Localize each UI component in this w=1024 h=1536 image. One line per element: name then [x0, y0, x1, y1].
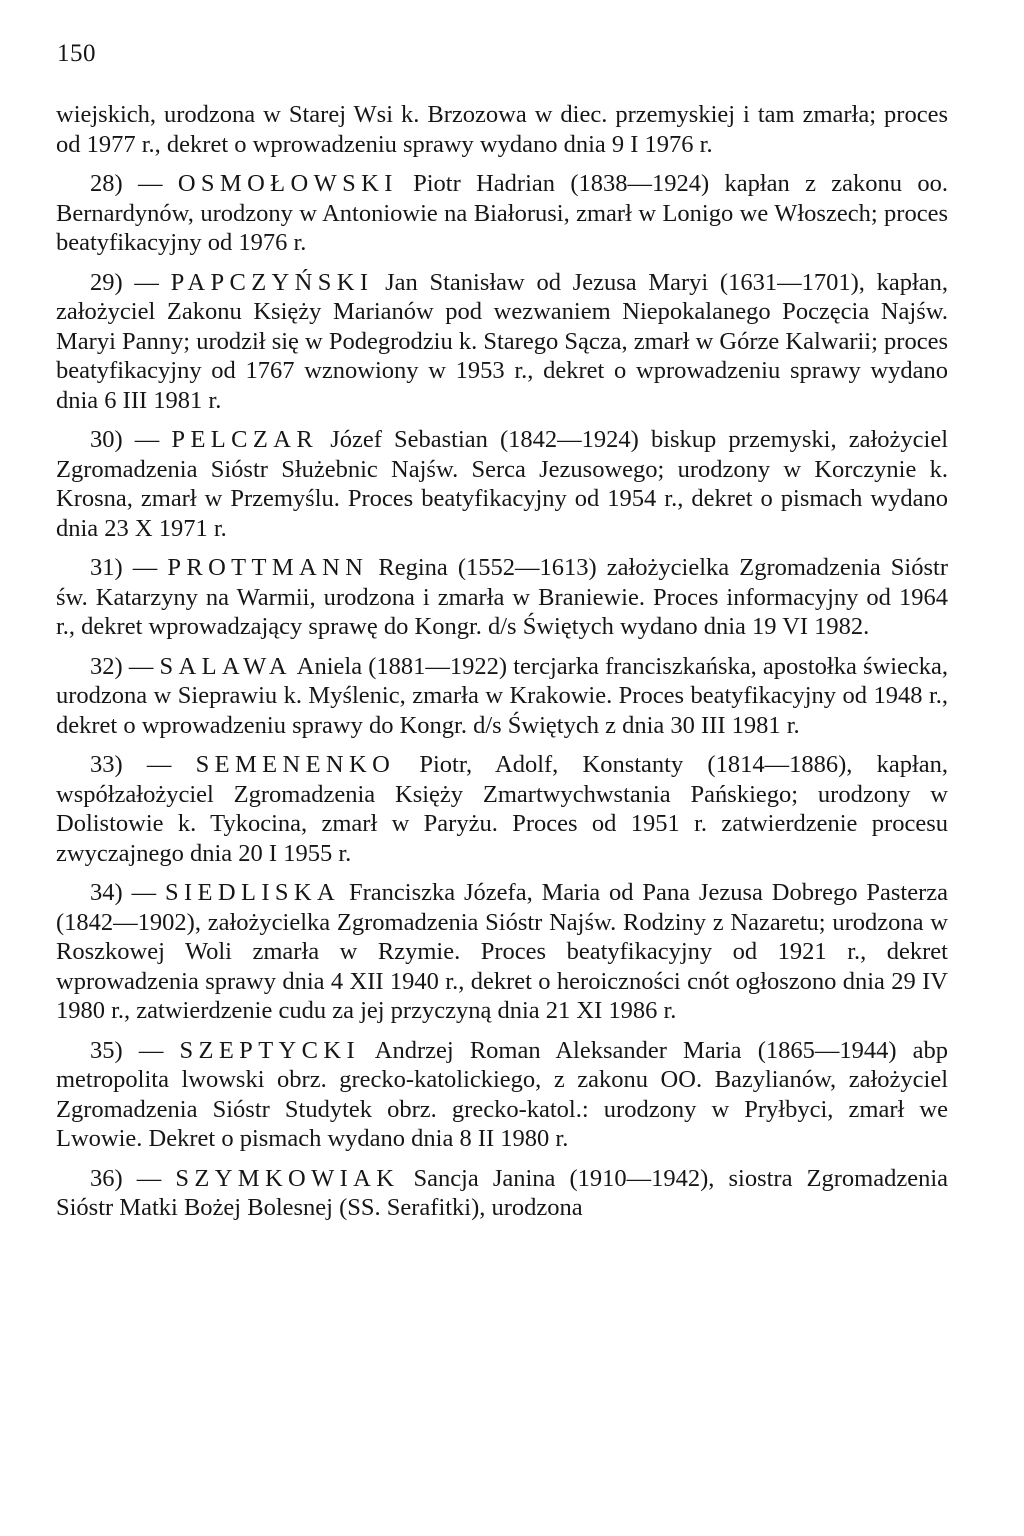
entry-name: PELCZAR — [171, 426, 319, 453]
entry-name: SIEDLISKA — [164, 879, 341, 906]
entry-text: Sancja Janina (1910—1942), siostra Zgromadzenia Sióstr Matki Bożej Bolesnej (SS. Serafitki), urodzona — [56, 1164, 949, 1221]
entry-dash: — — [136, 1164, 162, 1192]
entry-text: Jan Stanisław od Jezusa Maryi (1631—1701), kapłan, założyciel Zakonu Księży Marianów pod wezwaniem Niepokalanego Poczęcia Najśw. Maryi Panny; urodził się w Podegrodziu k. Starego Sącza, zmarł w Górze Kalwarii; proces beatyfikacyjny od 1767 wznowiony w 1953 r., dekret o wprowadzeniu sprawy wydano dnia 6 III 1981 r. — [56, 268, 949, 414]
entry-text: Józef Sebastian (1842—1924) biskup przemyski, założyciel Zgromadzenia Sióstr Służebnic Najśw. Serca Jezusowego; urodzony w Korczynie k. Krosna, zmarł w Przemyślu. Proces beatyfikacyjny od 1954 r., dekret o pismach wydano dnia 23 X 1971 r. — [56, 426, 949, 542]
entry-dash: — — [134, 426, 160, 453]
entry-paragraph — [56, 268, 948, 416]
entry-number: 35) — [90, 1036, 123, 1064]
entry-dash: — — [134, 268, 159, 296]
entry-number: 36) — [90, 1164, 123, 1192]
entry-name: SEMENENKO — [195, 751, 396, 778]
entry-paragraph — [56, 878, 948, 1026]
entry-number: 33) — [90, 751, 123, 778]
entry-dash: — — [138, 170, 163, 197]
entry-paragraph — [56, 1164, 948, 1223]
entry-text: Piotr, Adolf, Konstanty (1814—1886), kapłan, współzałożyciel Zgromadzenia Księży Zmartwychwstania Pańskiego; urodzony w Dolistowie k. Tykocina, zmarł w Paryżu. Proces od 1951 r. zatwierdzenie procesu zwyczajnego dnia 20 I 1955 r. — [56, 751, 948, 867]
entry-number: 30) — [90, 426, 123, 453]
entry-text: Piotr Hadrian (1838—1924) kapłan z zakonu oo. Bernardynów, urodzony w Antoniowie na Białorusi, zmarł w Lonigo we Włoszech; proces beatyfikacyjny od 1976 r. — [56, 170, 948, 256]
entry-dash: — — [146, 751, 172, 778]
entry-dash: — — [132, 554, 158, 581]
entry-paragraph — [56, 750, 948, 868]
entry-text: Andrzej Roman Aleksander Maria (1865—1944) abp metropolita lwowski obrz. grecko-katolickiego, z zakonu OO. Bazylianów, założyciel Zgromadzenia Sióstr Studytek obrz. grecko-katol.: urodzony w Pryłbyci, zmarł we Lwowie. Dekret o pismach wydano dnia 8 II 1980 r. — [56, 1036, 949, 1152]
entry-list — [56, 169, 948, 1223]
entry-number: 34) — [90, 879, 123, 906]
entry-number: 31) — [90, 554, 123, 581]
entry-name: SALAWA — [159, 652, 292, 680]
entry-paragraph — [56, 169, 948, 258]
entry-number: 29) — [90, 268, 123, 296]
entry-dash: — — [138, 1036, 164, 1064]
entry-name: OSMOŁOWSKI — [177, 170, 398, 197]
entry-name: PAPCZYŃSKI — [170, 268, 374, 296]
entry-paragraph — [56, 1036, 948, 1154]
intro-paragraph: wiejskich, urodzona w Starej Wsi k. Brzozowa w diec. przemyskiej i tam zmarła; proces od 1977 r., dekret o wprowadzeniu sprawy wydano dnia 9 I 1976 r. — [56, 101, 948, 158]
entry-dash: — — [131, 879, 157, 906]
entry-name: SZYMKOWIAK — [175, 1164, 400, 1192]
entry-number: 28) — [90, 170, 123, 197]
body-text — [56, 100, 948, 1223]
entry-text: Regina (1552—1613) założycielka Zgromadzenia Sióstr św. Katarzyny na Warmii, urodzona i zmarła w Braniewie. Proces informacyjny od 1964 r., dekret wprowadzający sprawę do Kongr. d/s Świętych wydano dnia 19 VI 1982. — [56, 554, 948, 640]
page-number: 150 — [57, 40, 96, 67]
entry-text: Franciszka Józefa, Maria od Pana Jezusa Dobrego Pasterza (1842—1902), założycielka Zgromadzenia Sióstr Najśw. Rodziny z Nazaretu; urodzona w Roszkowej Woli zmarła w Rzymie. Proces beatyfikacyjny od 1921 r., dekret wprowadzenia sprawy dnia 4 XII 1940 r., dekret o heroiczności cnót ogłoszono dnia 29 IV 1980 r., zatwierdzenie cudu za jej przyczyną dnia 21 XI 1986 r. — [56, 879, 949, 1024]
entry-paragraph — [56, 652, 948, 741]
entry-dash: — — [128, 652, 154, 680]
entry-text: Aniela (1881—1922) tercjarka franciszkańska, apostołka świecka, urodzona w Sieprawiu k. Myślenic, zmarła w Krakowie. Proces beatyfikacyjny od 1948 r., dekret o wprowadzeniu sprawy do Kongr. d/s Świętych z dnia 30 III 1981 r. — [56, 652, 949, 739]
entry-number: 32) — [90, 652, 123, 680]
entry-name: PROTTMANN — [167, 554, 369, 581]
entry-paragraph — [56, 425, 948, 543]
entry-paragraph — [56, 553, 948, 642]
entry-name: SZEPTYCKI — [179, 1036, 360, 1064]
